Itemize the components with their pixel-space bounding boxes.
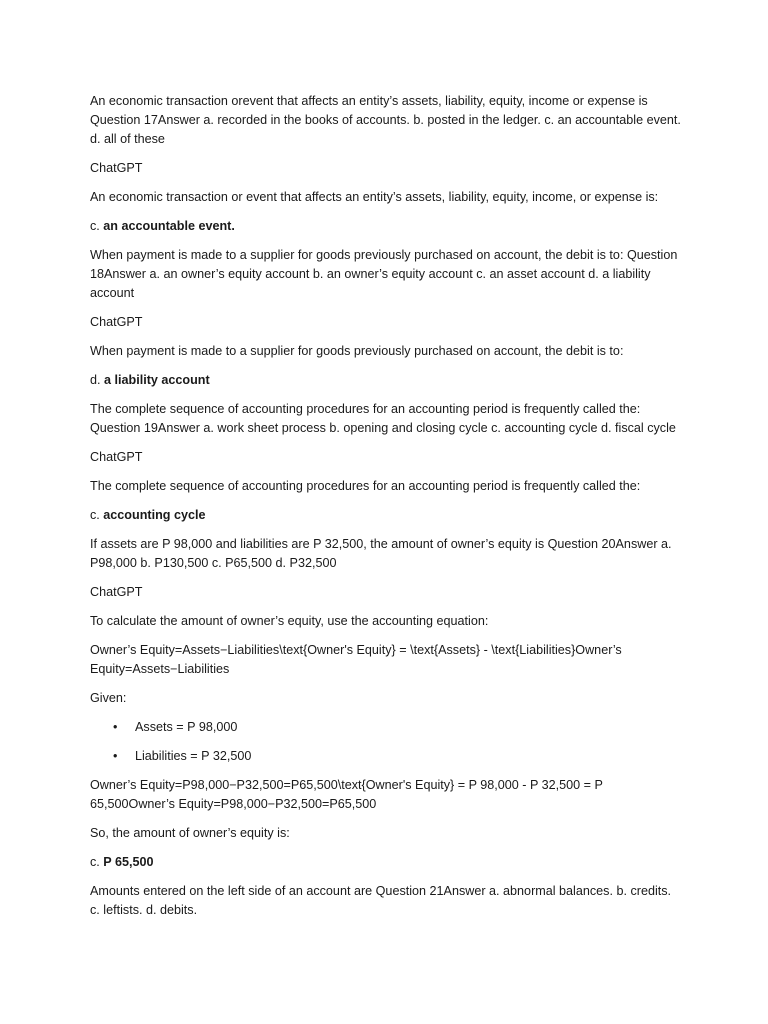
response-19-intro: The complete sequence of accounting procedures for an accounting period is frequently called the: xyxy=(90,479,641,493)
chatgpt-label: ChatGPT xyxy=(90,585,143,599)
list-item-text: Liabilities = P 32,500 xyxy=(135,749,252,763)
chatgpt-label: ChatGPT xyxy=(90,450,143,464)
answer-prefix: c. xyxy=(90,219,100,233)
response-18-answer xyxy=(90,371,682,390)
answer-prefix: c. xyxy=(90,508,100,522)
given-list xyxy=(90,718,682,766)
response-17-intro: An economic transaction or event that affects an entity’s assets, liability, equity, income, or expense is: xyxy=(90,190,659,204)
answer-text: a liability account xyxy=(104,373,210,387)
answer-text: accounting cycle xyxy=(103,508,206,522)
list-item xyxy=(90,747,682,766)
response-20-conclusion: So, the amount of owner’s equity is: xyxy=(90,826,290,840)
bullet-icon: • xyxy=(113,720,118,734)
response-19-answer xyxy=(90,506,682,525)
response-17-answer xyxy=(90,217,682,236)
response-20-answer xyxy=(90,853,682,872)
question-20: If assets are P 98,000 and liabilities are P 32,500, the amount of owner’s equity is Question 20Answer a. P98,000 b. P130,500 c. P65,500 d. P32,500 xyxy=(90,537,672,570)
bullet-icon: • xyxy=(113,749,118,763)
chatgpt-label: ChatGPT xyxy=(90,161,143,175)
equity-calculation: Owner’s Equity=P98,000−P32,500=P65,500\text{Owner's Equity} = P 98,000 - P 32,500 = P 65,500Owner’s Equity=P98,000−P32,500=P65,500 xyxy=(90,778,603,811)
question-17: An economic transaction orevent that affects an entity’s assets, liability, equity, income or expense is Question 17Answer a. recorded in the books of accounts. b. posted in the ledger. c. an accountable event. d. all of these xyxy=(90,94,681,146)
response-20-intro: To calculate the amount of owner’s equity, use the accounting equation: xyxy=(90,614,489,628)
question-21: Amounts entered on the left side of an account are Question 21Answer a. abnormal balances. b. credits. c. leftists. d. debits. xyxy=(90,884,672,917)
answer-text: an accountable event. xyxy=(103,219,235,233)
chatgpt-label: ChatGPT xyxy=(90,315,143,329)
list-item xyxy=(90,718,682,737)
response-18-intro: When payment is made to a supplier for goods previously purchased on account, the debit is to: xyxy=(90,344,624,358)
answer-prefix: d. xyxy=(90,373,101,387)
list-item-text: Assets = P 98,000 xyxy=(135,720,238,734)
answer-text: P 65,500 xyxy=(103,855,154,869)
given-label: Given: xyxy=(90,691,127,705)
accounting-equation: Owner’s Equity=Assets−Liabilities\text{Owner's Equity} = \text{Assets} - \text{Liabilities}Owner’s Equity=Assets−Liabilities xyxy=(90,643,622,676)
answer-prefix: c. xyxy=(90,855,100,869)
question-19: The complete sequence of accounting procedures for an accounting period is frequently called the: Question 19Answer a. work sheet process b. opening and closing cycle c. accounting cycle d. fiscal cycle xyxy=(90,402,676,435)
document-page xyxy=(90,92,682,930)
question-18: When payment is made to a supplier for goods previously purchased on account, the debit is to: Question 18Answer a. an owner’s equity account b. an owner’s equity account c. an asset account d. a liability account xyxy=(90,248,678,300)
